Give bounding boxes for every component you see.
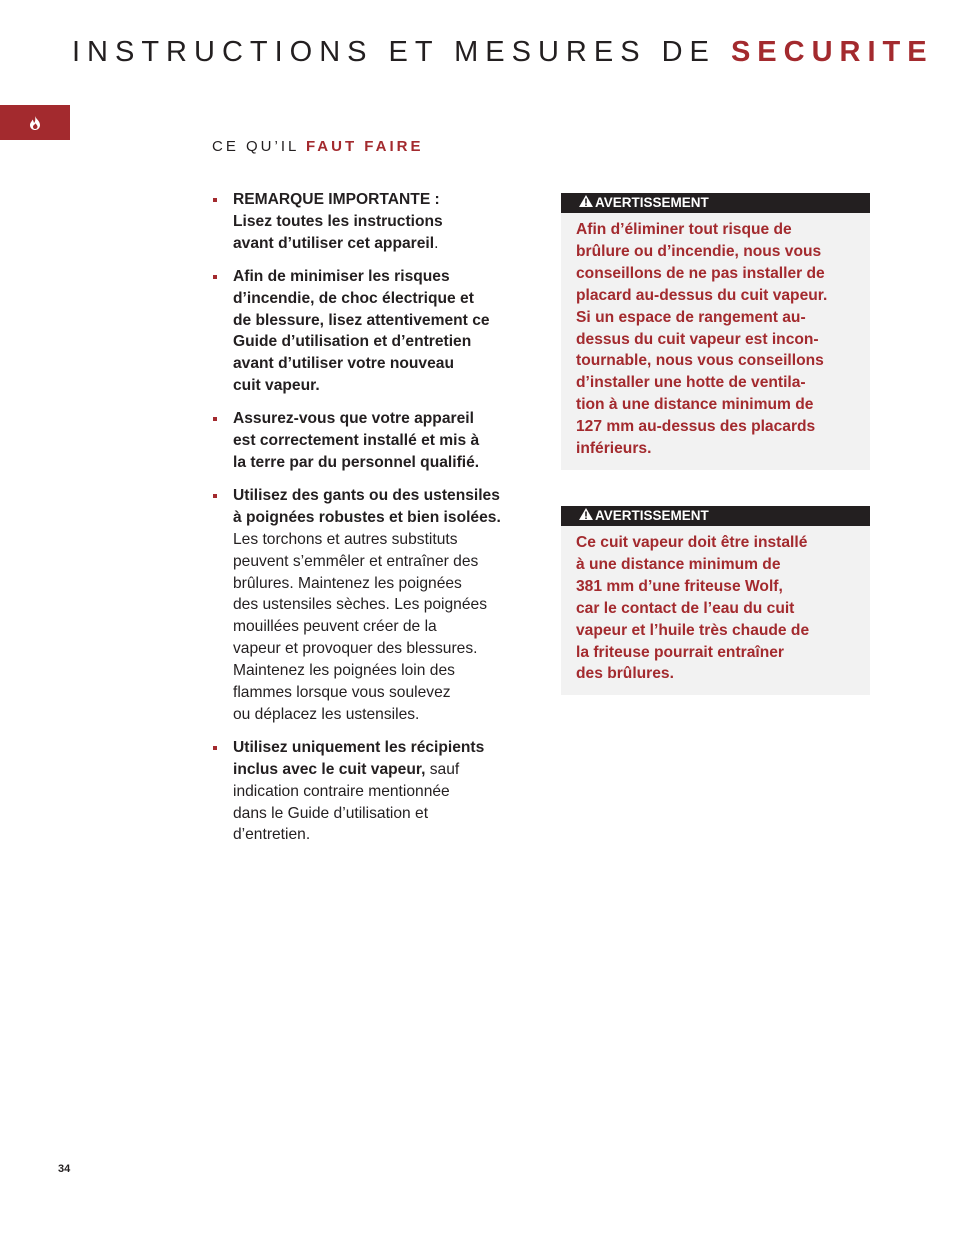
list-item-text: Les torchons et autres substituts peuvent s’emmêler et entraîner des brûlures. Maintenez les poignées des ustensiles sèches. Les poignées mouillées peuvent créer de la vapeur et provoquer des blessures. Maintenez les poignées loin des flammes lorsque vous soulevez ou déplacez les ustensiles. — [233, 530, 487, 723]
list-item-bold: Assurez-vous que votre appareil est correctement installé et mis à la terre par du personnel qualifié. — [233, 410, 480, 471]
bullet-marker — [213, 746, 217, 750]
page-title — [72, 36, 934, 69]
bullet-marker — [213, 275, 217, 279]
warning-box — [561, 506, 870, 695]
list-item — [212, 266, 532, 397]
instruction-list — [212, 189, 532, 857]
warning-box — [561, 193, 870, 470]
section-tab — [0, 105, 70, 140]
warning-triangle-icon — [579, 193, 595, 213]
section-heading — [212, 138, 423, 155]
bullet-marker — [213, 494, 217, 498]
list-item-text: sauf indication contraire mentionnée dans le Guide d’utilisation et d’entretien. — [233, 760, 460, 844]
warning-label: AVERTISSEMENT — [595, 195, 709, 210]
page-number: 34 — [58, 1163, 71, 1175]
list-item — [212, 485, 532, 726]
bullet-marker — [213, 198, 217, 202]
section-heading-accent: FAUT FAIRE — [305, 138, 424, 155]
list-item — [212, 737, 532, 847]
warning-label: AVERTISSEMENT — [595, 508, 709, 523]
list-item-bold: REMARQUE IMPORTANTE : Lisez toutes les instructions avant d’utiliser cet appareil — [233, 191, 443, 252]
list-item — [212, 408, 532, 474]
list-item-bold: Afin de minimiser les risques d’incendie, de choc électrique et de blessure, lisez attentivement ce Guide d’utilisation et d’entretien avant d’utiliser votre nouveau cuit vapeur. — [233, 267, 490, 395]
warning-triangle-icon — [579, 506, 595, 526]
section-heading-main: CE QU’IL — [212, 138, 299, 155]
warning-text: Afin d’éliminer tout risque de brûlure ou d’incendie, nous vous conseillons de ne pas installer de placard au-dessus du cuit vapeur. Si un espace de rangement au- dessus du cuit vapeur est incon- tournable, nous vous conseillons d’installer une hotte de ventila- tion à une distance minimum de 127 mm au-dessus des placards inférieurs. — [576, 221, 828, 458]
list-item — [212, 189, 532, 255]
warning-text: Ce cuit vapeur doit être installé à une distance minimum de 381 mm d’une friteuse Wolf, car le contact de l’eau du cuit vapeur et l’huile très chaude de la friteuse pourrait entraîner des brûlures. — [576, 534, 810, 683]
list-item-bold: Utilisez des gants ou des ustensiles à poignées robustes et bien isolées. — [233, 486, 501, 526]
warning-header — [561, 506, 870, 526]
page-title-accent: SECURITE — [730, 36, 934, 68]
flame-icon — [29, 116, 41, 130]
list-item-text: . — [434, 234, 439, 252]
warning-header — [561, 193, 870, 213]
page-title-main: INSTRUCTIONS ET MESURES DE — [72, 36, 716, 68]
bullet-marker — [213, 417, 217, 421]
list-item-bold: Utilisez uniquement les récipients inclus avec le cuit vapeur, — [233, 738, 485, 778]
